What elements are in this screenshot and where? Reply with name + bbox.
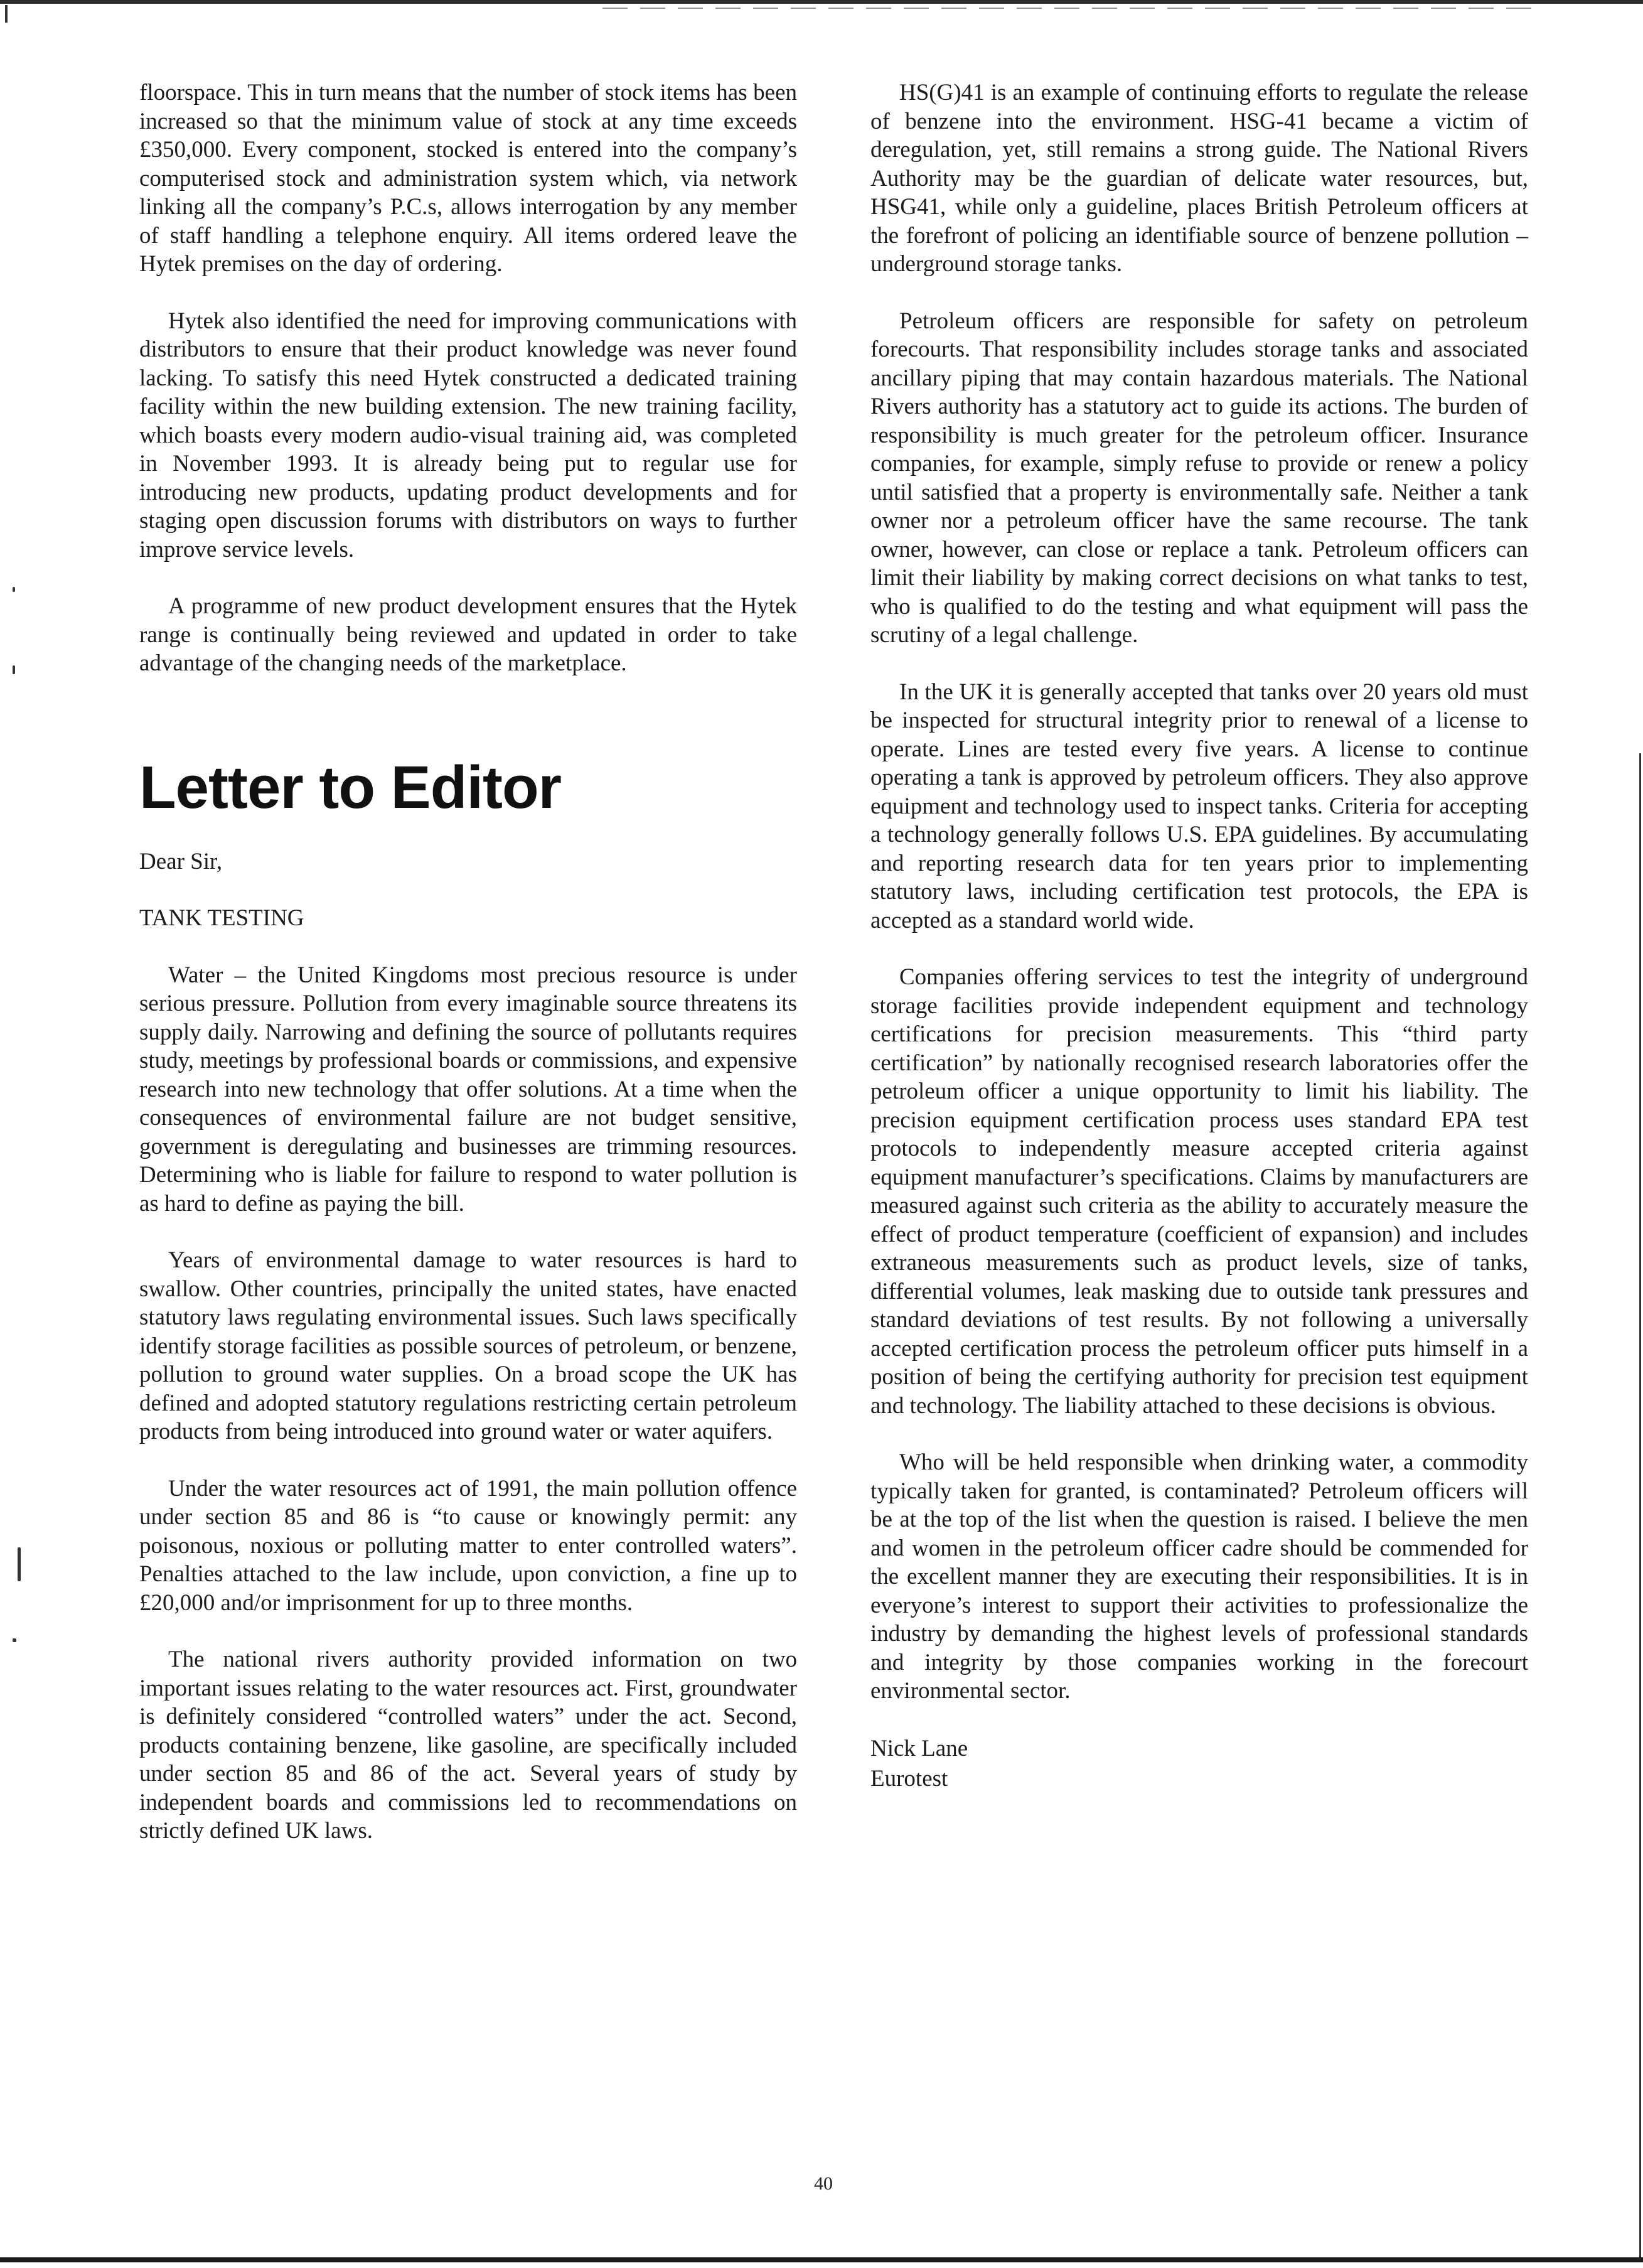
letter-paragraph: Who will be held responsible when drinking water, a commodity typically taken for granted, is contaminated? Petroleum officers will be at the top of the list when the question is raised. I believe the men and women in the petroleum officer cadre should be commended for the excellent manner they are executing their responsibilities. It is in everyone’s interest to support their activities to professionalize the industry by demanding the highest levels of professional standards and integrity by those companies working in the forecourt environmental sector. [870, 1449, 1528, 1704]
top-border-rule [0, 0, 1643, 4]
margin-mark [13, 587, 15, 592]
left-column [139, 78, 797, 1874]
article-paragraph: A programme of new product development ensures that the Hytek range is continually being reviewed and updated in order to take advantage of the changing needs of the marketplace. [139, 593, 797, 676]
margin-mark [13, 665, 15, 674]
letter-paragraph: In the UK it is generally accepted that tanks over 20 years old must be inspected for structural integrity prior to renewal of a license to operate. Lines are tested every five years. A license to continue operating a tank is approved by petroleum officers. They also approve equipment and technology used to inspect tanks. Criteria for accepting a technology generally follows U.S. EPA guidelines. By accumulating and reporting research data for ten years prior to implementing statutory laws, including certification test protocols, the EPA is accepted as a standard world wide. [870, 679, 1528, 933]
letter-paragraph: Companies offering services to test the integrity of underground storage facilities provide independent equipment and technology certifications for precision measurements. This “third party certification” by nationally recognised research laboratories offer the petroleum officer a unique opportunity to limit his liability. The precision equipment certification process uses standard EPA test protocols to independently measure accepted criteria against equipment manufacturer’s specifications. Claims by manufacturers are measured against such criteria as the ability to accurately measure the effect of product temperature (coefficient of expansion) and includes extraneous measurements such as product levels, size of tanks, differential volumes, leak masking due to outside tank pressures and standard deviations of test results. By not following a universally accepted certification process the petroleum officer puts himself in a position of being the certifying authority for precision test equipment and technology. The liability attached to these decisions is obvious. [870, 964, 1528, 1419]
letter-paragraph: Under the water resources act of 1991, the main pollution offence under section 85 and 86 is “to cause or knowingly permit: any poisonous, noxious or polluting matter to enter controlled waters”. Penalties attached to the law include, upon conviction, a fine up to £20,000 and/or imprisonment for up to three months. [139, 1475, 797, 1616]
letter-paragraph: The national rivers authority provided information on two important issues relating to the water resources act. First, groundwater is definitely considered “controlled waters” under the act. Second, products containing benzene, like gasoline, are specifically included under section 85 and 86 of the act. Several years of study by independent boards and commissions led to recommendations on strictly defined UK laws. [139, 1647, 797, 1844]
top-dashed-rule [602, 8, 1544, 9]
signature-company: Eurotest [870, 1765, 948, 1792]
bottom-border-rule [0, 2257, 1643, 2262]
right-page-edge [1639, 753, 1641, 2260]
letter-subject: TANK TESTING [139, 905, 304, 931]
article-paragraph: floorspace. This in turn means that the number of stock items has been increased so that the minimum value of stock at any time exceeds £350,000. Every component, stocked is entered into the company’s computerised stock and administration system which, via network linking all the company’s P.C.s, allows interrogation by any member of staff handling a telephone enquiry. All items ordered leave the Hytek premises on the day of ordering. [139, 80, 797, 277]
letter-paragraph: Years of environmental damage to water resources is hard to swallow. Other countries, principally the united states, have enacted statutory laws regulating environmental issues. Such laws specifically identify storage facilities as possible sources of petroleum, or benzene, pollution to ground water supplies. On a broad scope the UK has defined and adopted statutory regulations restricting certain petroleum products from being introduced into ground water or water aquifers. [139, 1247, 797, 1444]
signature-name: Nick Lane [870, 1735, 968, 1761]
letter-paragraph: HS(G)41 is an example of continuing efforts to regulate the release of benzene into the environment. HSG-41 became a victim of deregulation, yet, still remains a strong guide. The National Rivers Authority may be the guardian of delicate water resources, but, HSG41, while only a guideline, places British Petroleum officers at the forefront of policing an identifiable source of benzene pollution – underground storage tanks. [870, 80, 1528, 277]
letter-salutation: Dear Sir, [139, 848, 223, 874]
corner-mark [5, 5, 8, 23]
article-paragraph: Hytek also identified the need for improving communications with distributors to ensure that their product knowledge was never found lacking. To satisfy this need Hytek constructed a dedicated training facility within the new building extension. The new training facility, which boasts every modern audio-visual training aid, was completed in November 1993. It is already being put to regular use for introducing new products, updating product developments and for staging open discussion forums with distributors on ways to further improve service levels. [139, 308, 797, 562]
page-number: 40 [814, 2173, 833, 2194]
section-heading: Letter to Editor [139, 753, 561, 821]
right-column [870, 78, 1528, 1794]
letter-paragraph: Petroleum officers are responsible for safety on petroleum forecourts. That responsibility includes storage tanks and associated ancillary piping that may contain hazardous materials. The National Rivers authority has a statutory act to guide its actions. The burden of responsibility is much greater for the petroleum officer. Insurance companies, for example, simply refuse to provide or renew a policy until satisfied that a property is environmentally safe. Neither a tank owner nor a petroleum officer have the same recourse. The tank owner, however, can close or replace a tank. Petroleum officers can limit their liability by making correct decisions on what tanks to test, who is qualified to do the testing and what equipment will pass the scrutiny of a legal challenge. [870, 308, 1528, 648]
margin-mark [13, 1638, 16, 1642]
margin-mark [18, 1547, 21, 1581]
letter-paragraph: Water – the United Kingdoms most precious resource is under serious pressure. Pollution from every imaginable source threatens its supply daily. Narrowing and defining the source of pollutants requires study, meetings by professional boards or commissions, and expensive research into new technology that offer solutions. At a time when the consequences of environmental failure are not budget sensitive, government is deregulating and businesses are trimming resources. Determining who is liable for failure to respond to water pollution is as hard to define as paying the bill. [139, 962, 797, 1217]
